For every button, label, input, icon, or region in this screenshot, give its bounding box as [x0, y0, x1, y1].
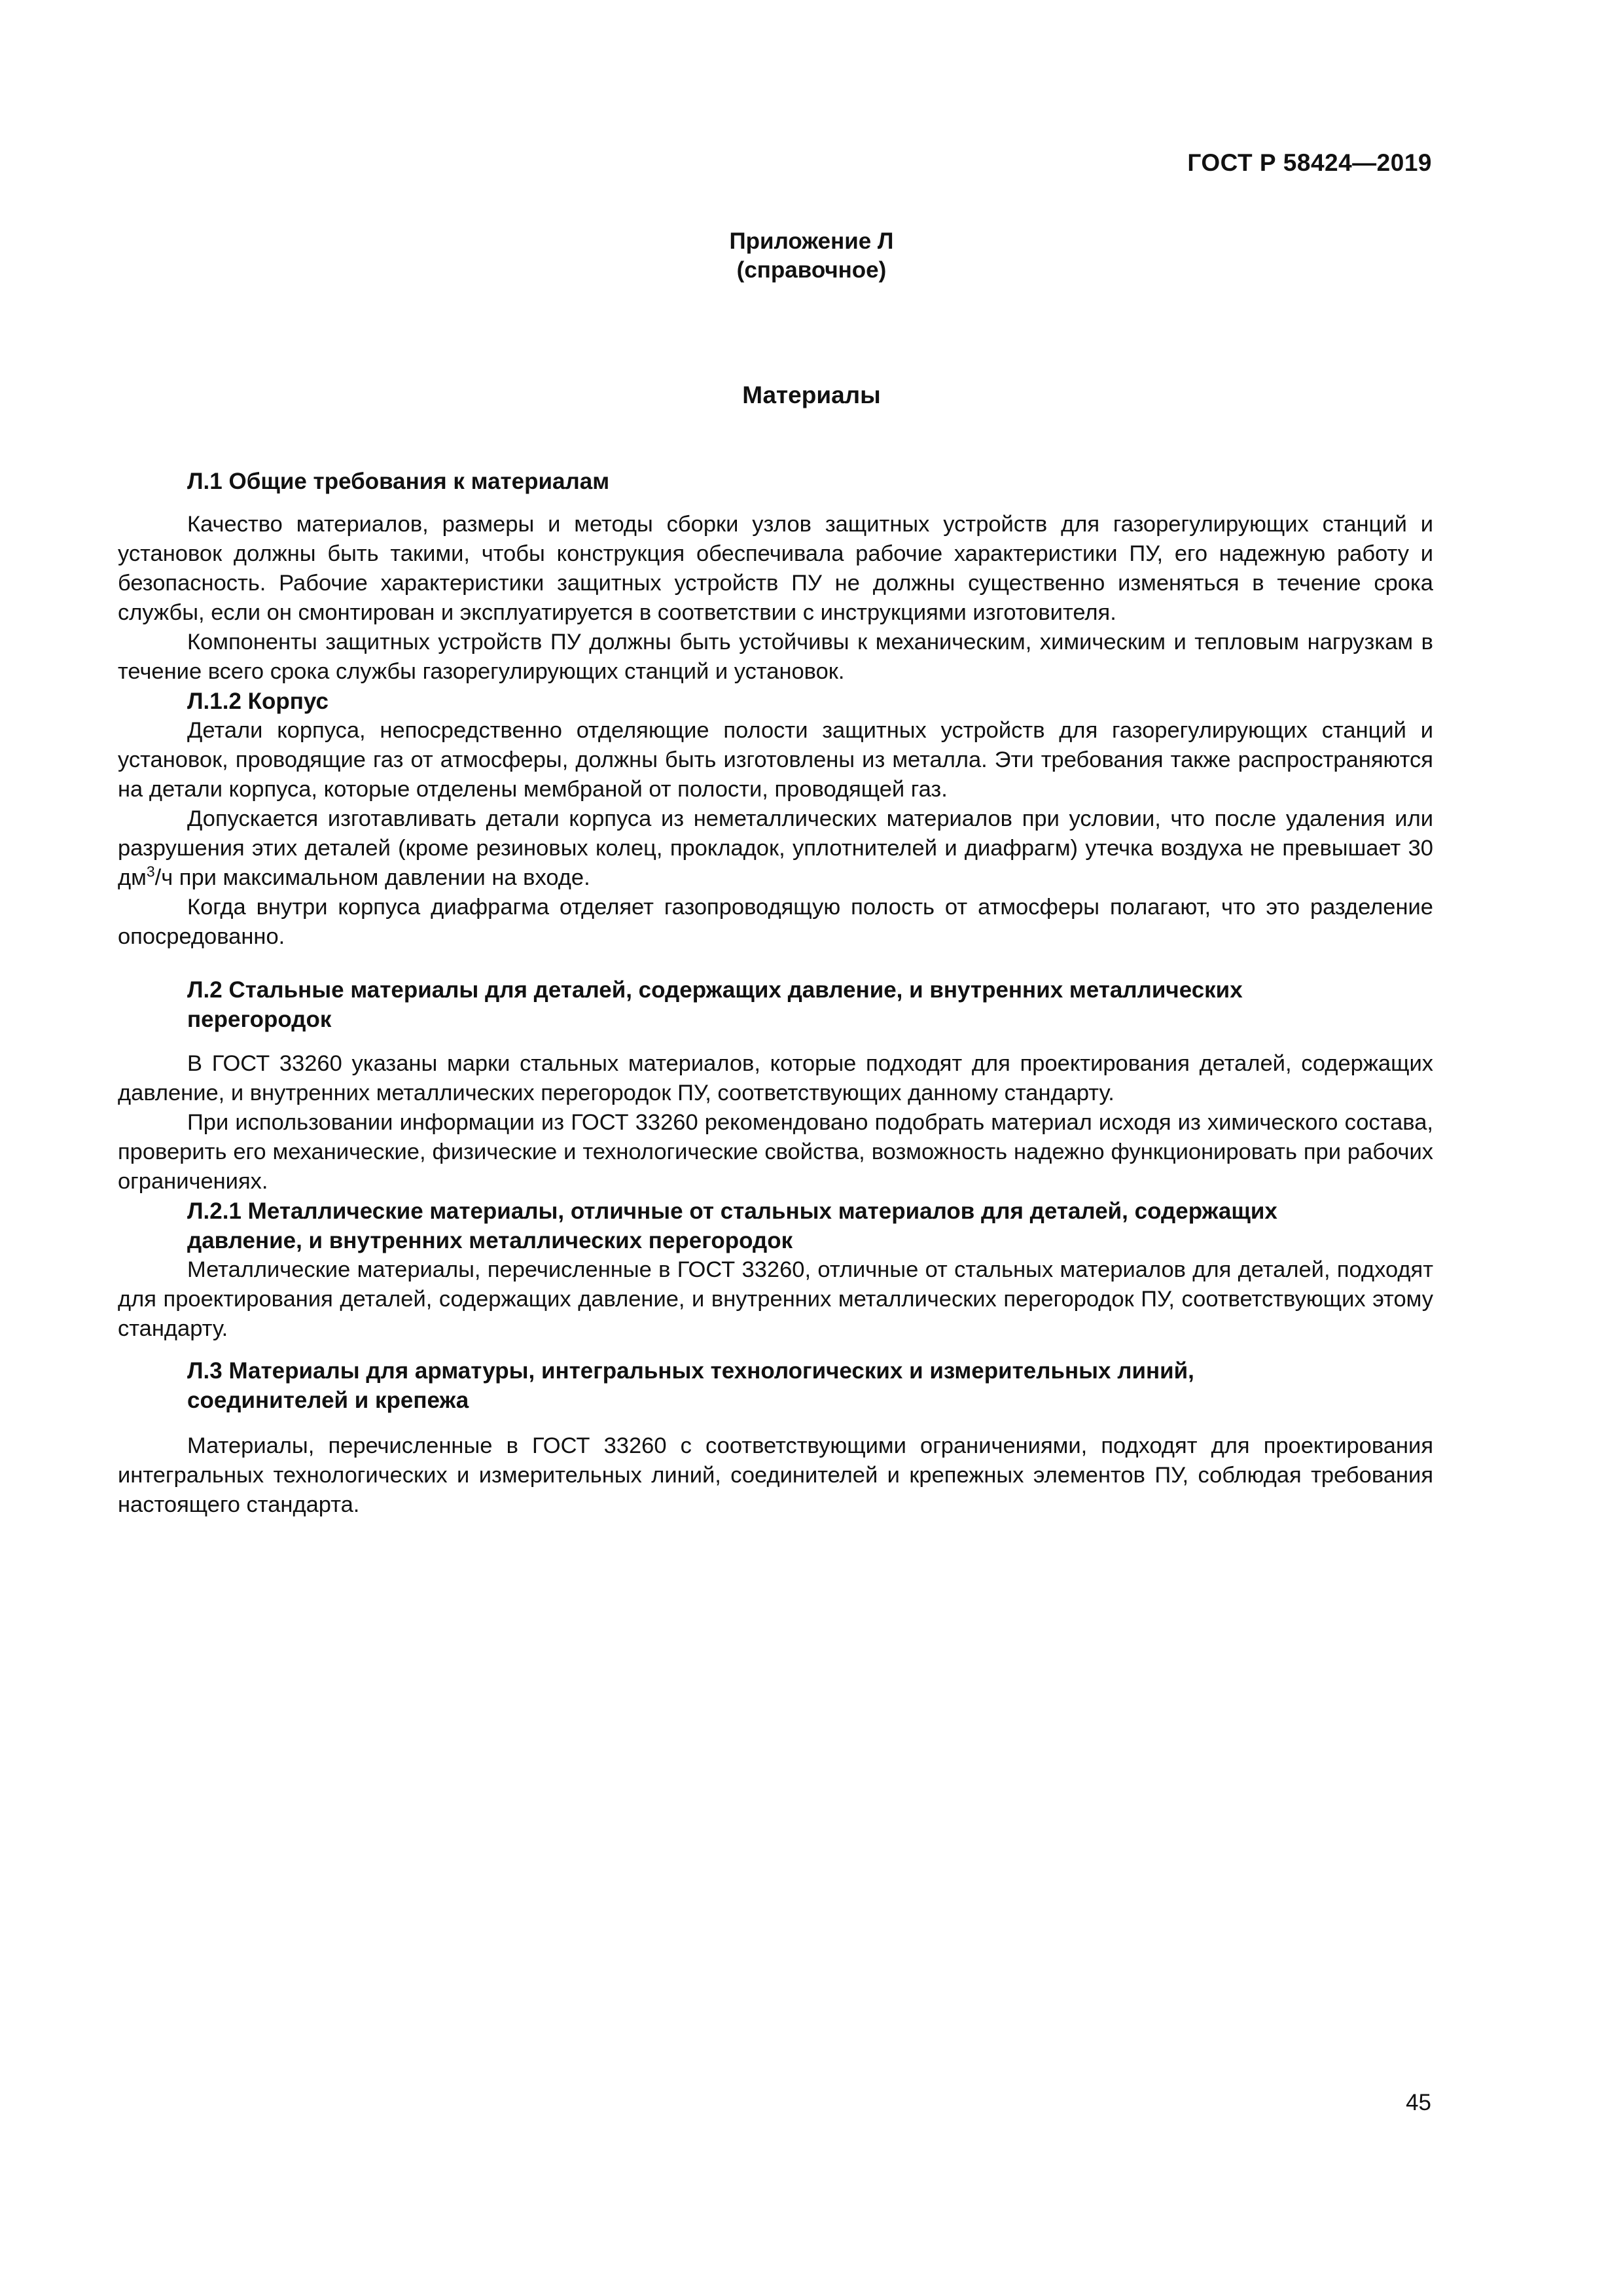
paragraph: При использовании информации из ГОСТ 33260 рекомендовано подобрать материал исходя из химического состава, проверить его механические, физические и технологические свойства, возможность надежно функционировать при рабочих ограничениях. — [118, 1110, 1433, 1194]
paragraph: Металлические материалы, перечисленные в ГОСТ 33260, отличные от стальных материалов для деталей, подходят для проектирования деталей, содержащих давление, и внутренних металлических перегородок ПУ, соответствующих этому стандарту. — [118, 1257, 1433, 1341]
section-heading: Л.1 Общие требования к материалам — [187, 469, 610, 494]
paragraph: Когда внутри корпуса диафрагма отделяет газопроводящую полость от атмосферы полагают, что это разделение опосредованно. — [118, 895, 1433, 949]
section-heading: Л.3 Материалы для арматуры, интегральных технологических и измерительных линий, соединителей и крепежа — [187, 1358, 1194, 1413]
appendix-status: (справочное) — [736, 257, 887, 283]
paragraph: Материалы, перечисленные в ГОСТ 33260 с соответствующими ограничениями, подходят для проектирования интегральных технологических и измерительных линий, соединителей и крепежных элементов ПУ, соблюдая требования настоящего стандарта. — [118, 1433, 1433, 1517]
paragraph: Детали корпуса, непосредственно отделяющие полости защитных устройств для газорегулирующих станций и установок, проводящие газ от атмосферы, должны быть изготовлены из металла. Эти требования также распространяются на детали корпуса, которые отделены мембраной от полости, проводящей газ. — [118, 718, 1433, 802]
section-l3-heading-block — [118, 1356, 1433, 1415]
paragraph: В ГОСТ 33260 указаны марки стальных материалов, которые подходят для проектирования деталей, содержащих давление, и внутренних металлических перегородок ПУ, соответствующих данному стандарту. — [118, 1051, 1433, 1105]
section-heading: Л.2 Стальные материалы для деталей, содержащих давление, и внутренних металлических перегородок — [187, 977, 1243, 1032]
section-l3-body — [118, 1431, 1433, 1520]
superscript: 3 — [146, 863, 155, 880]
subsection-heading: Л.2.1 Металлические материалы, отличные от стальных материалов для деталей, содержащих давление, и внутренних металлических перегородок — [187, 1198, 1277, 1253]
paragraph: Качество материалов, размеры и методы сборки узлов защитных устройств для газорегулирующих станций и установок должны быть такими, чтобы конструкция обеспечивала рабочие характеристики ПУ, его надежную работу и безопасность. Рабочие характеристики защитных устройств ПУ не должны существенно изменяться в течение срока службы, если он смонтирован и эксплуатируется в соответствии с инструкциями изготовителя. — [118, 512, 1433, 625]
text-run: /ч при максимальном давлении на входе. — [154, 865, 590, 890]
section-l1-heading-block — [118, 467, 1433, 496]
page-number: 45 — [1406, 2090, 1431, 2115]
page-title: Материалы — [742, 382, 881, 408]
section-l2-heading-block — [118, 975, 1433, 1034]
appendix-label: Приложение Л — [729, 228, 894, 254]
text-run: Допускается изготавливать детали корпуса из неметаллических материалов при условии, что после удаления или разрушения этих деталей (кроме резиновых колец, прокладок, уплотнителей и диафрагм) утечка воздуха не превышает 30 дм — [118, 806, 1433, 890]
section-l2-body — [118, 1049, 1433, 1344]
subsection-heading: Л.1.2 Корпус — [187, 689, 329, 714]
paragraph-with-units — [118, 804, 1433, 893]
document-number: ГОСТ Р 58424—2019 — [1187, 149, 1432, 176]
section-l1-body — [118, 510, 1433, 952]
paragraph: Компоненты защитных устройств ПУ должны быть устойчивы к механическим, химическим и тепловым нагрузкам в течение всего срока службы газорегулирующих станций и установок. — [118, 630, 1433, 684]
